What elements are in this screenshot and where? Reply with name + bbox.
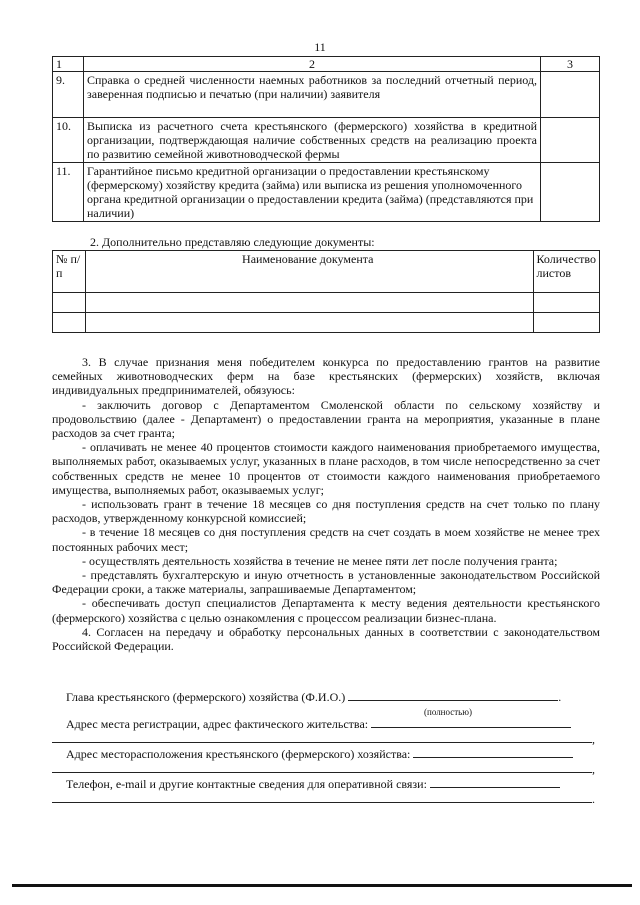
obligation-item: - использовать грант в течение 18 месяцев со дня поступления средств на счет только по плану расходов, утвержденному конкурсной комиссией;	[52, 497, 600, 526]
obligation-item: - представлять бухгалтерскую и иную отчетность в установленные законодательством Российской Федерации сроки, а также материалы, запрашиваемые Департаментом;	[52, 568, 600, 597]
row-value	[541, 72, 600, 118]
table-row	[53, 118, 600, 163]
obligation-item: - заключить договор с Департаментом Смоленской области по сельскому хозяйству и продовольствию (далее - Департамент) о предоставлении гранта на мероприятия, указанные в плане расходов за счет гранта;	[52, 397, 600, 441]
table-cell	[533, 313, 599, 333]
section-2-heading: 2. Дополнительно представляю следующие документы:	[90, 235, 375, 249]
header-cell: Количество листов	[533, 251, 599, 293]
documents-table	[52, 56, 600, 222]
table-cell	[86, 293, 534, 313]
section-3-intro: 3. В случае признания меня победителем конкурса по предоставлению грантов на развитие семейных животноводческих ферм на базе крестьянских (фермерских) хозяйств, включая индивидуальных предпринимателей, обязуюсь:	[52, 355, 600, 398]
table-cell	[533, 293, 599, 313]
row-number: 11.	[53, 163, 84, 222]
obligation-item: - оплачивать не менее 40 процентов стоимости каждого наименования приобретаемого имущества, выполняемых работ, оказываемых услуг, указанных в плане расходов, в том числе непосредственно за счет собственных средств не менее 10 процентов от стоимости каждого наименования приобретаемого имущества, выполняемых работ, оказываемых услуг;	[52, 440, 600, 497]
obligation-item: - в течение 18 месяцев со дня поступления средств на счет создать в моем хозяйстве не менее трех постоянных рабочих мест;	[52, 525, 600, 554]
address-field-row	[66, 717, 600, 731]
row-number: 9.	[53, 72, 84, 118]
table-row	[53, 293, 600, 313]
section-4: 4. Согласен на передачу и обработку персональных данных в соответствии с законодательством Российской Федерации.	[52, 624, 600, 654]
address-input-line-2[interactable]: ,	[52, 732, 600, 742]
farm-address-label: Адрес месторасположения крестьянского (фермерского) хозяйства:	[66, 747, 411, 761]
contacts-input-line-2[interactable]: .	[52, 792, 600, 802]
row-value	[541, 118, 600, 163]
additional-documents-table	[52, 250, 600, 333]
address-label: Адрес места регистрации, адрес фактического жительства:	[66, 717, 369, 731]
head-hint: (полностью)	[424, 707, 472, 717]
table-row	[53, 163, 600, 222]
head-field-row: Глава крестьянского (фермерского) хозяйства (Ф.И.О.) .	[66, 690, 562, 704]
header-cell: 3	[541, 57, 600, 72]
row-text: Выписка из расчетного счета крестьянского (фермерского) хозяйства в кредитной организации, подтверждающая наличие собственных средств на реализацию проекта по развитию семейной животноводческой фермы	[84, 118, 541, 163]
table-header-row	[53, 251, 600, 293]
table-cell	[86, 313, 534, 333]
header-cell: 1	[53, 57, 84, 72]
obligation-item: - осуществлять деятельность хозяйства в течение не менее пяти лет после получения гранта;	[82, 553, 558, 568]
table-header-row	[53, 57, 600, 72]
row-number: 10.	[53, 118, 84, 163]
scan-edge-bar	[12, 884, 632, 887]
head-label: Глава крестьянского (фермерского) хозяйства (Ф.И.О.)	[66, 690, 346, 704]
header-cell: 2	[84, 57, 541, 72]
obligation-item: - обеспечивать доступ специалистов Департамента к месту ведения деятельности крестьянского (фермерского) хозяйства с целью ознакомления с процессом реализации бизнес-плана.	[52, 596, 600, 625]
table-row	[53, 313, 600, 333]
header-cell: Наименование документа	[86, 251, 534, 293]
table-cell	[53, 313, 86, 333]
section-3	[52, 355, 600, 653]
farm-address-input-line-2[interactable]: ,	[52, 762, 600, 772]
contacts-label: Телефон, e-mail и другие контактные сведения для оперативной связи:	[66, 777, 427, 791]
header-cell: № п/п	[53, 251, 86, 293]
table-cell	[53, 293, 86, 313]
table-row	[53, 72, 600, 118]
head-input-line[interactable]	[348, 700, 558, 701]
contacts-field-row	[66, 777, 600, 791]
row-value	[541, 163, 600, 222]
page-number: 11	[314, 40, 326, 54]
row-text: Гарантийное письмо кредитной организации о предоставлении крестьянскому (фермерскому) хозяйству кредита (займа) или выписка из решения уполномоченного органа кредитной организации о предоставлении кредита (займа) (представляются при наличии)	[84, 163, 541, 222]
contacts-input-line[interactable]	[430, 787, 560, 788]
farm-address-input-line[interactable]	[413, 757, 573, 758]
farm-address-field-row	[66, 747, 600, 761]
address-input-line[interactable]	[371, 727, 571, 728]
row-text: Справка о средней численности наемных работников за последний отчетный период, заверенная подписью и печатью (при наличии) заявителя	[84, 72, 541, 118]
